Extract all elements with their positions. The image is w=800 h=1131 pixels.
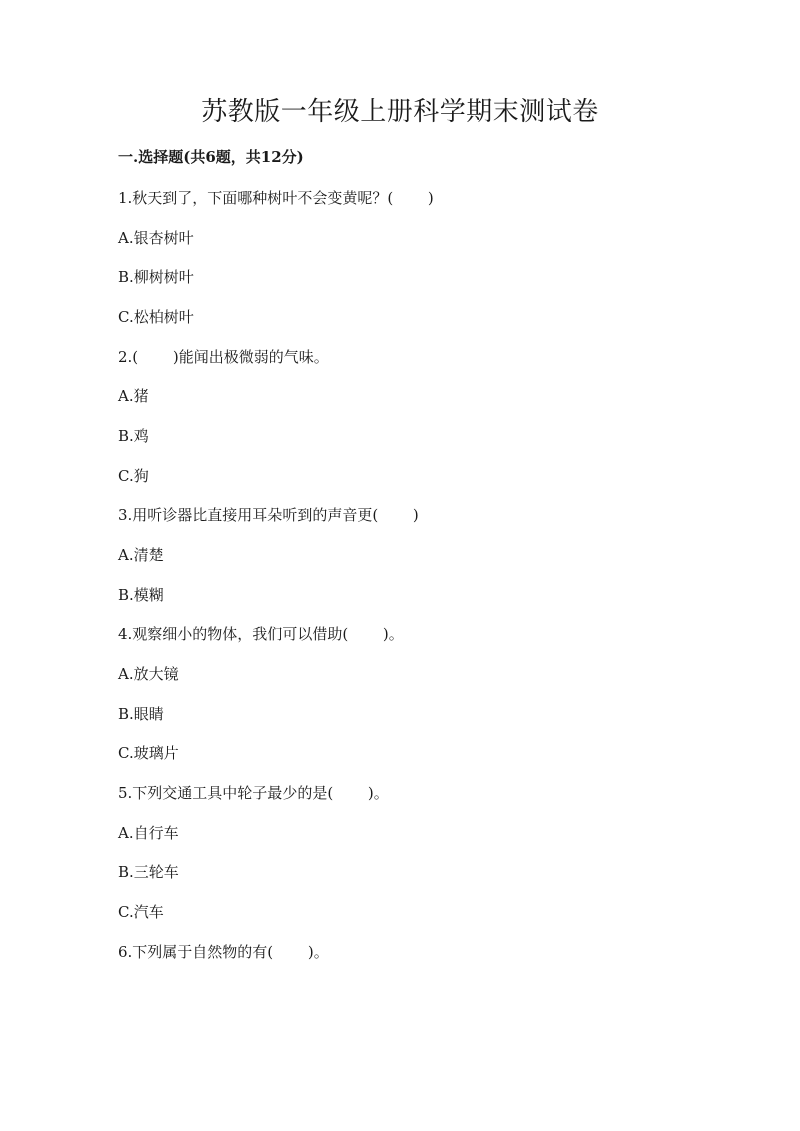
question-5-stem: 5.下列交通工具中轮子最少的是( )。 bbox=[118, 784, 389, 802]
question-1-option-c: C.松柏树叶 bbox=[118, 308, 194, 326]
question-1-option-b: B.柳树树叶 bbox=[118, 268, 194, 286]
question-5-option-b: B.三轮车 bbox=[118, 863, 179, 881]
question-2-stem: 2.( )能闻出极微弱的气味。 bbox=[118, 348, 329, 366]
question-3-option-a: A.清楚 bbox=[118, 546, 164, 564]
page-title: 苏教版一年级上册科学期末测试卷 bbox=[201, 97, 599, 127]
question-2-option-c: C.狗 bbox=[118, 467, 149, 485]
question-1-option-a: A.银杏树叶 bbox=[118, 229, 194, 247]
section-heading: 一.选择题(共6题，共12分) bbox=[118, 148, 304, 166]
question-4-option-b: B.眼睛 bbox=[118, 705, 164, 723]
question-2-option-b: B.鸡 bbox=[118, 427, 149, 445]
question-6-stem: 6.下列属于自然物的有( )。 bbox=[118, 943, 329, 961]
question-5-option-a: A.自行车 bbox=[118, 824, 179, 842]
question-3-stem: 3.用听诊器比直接用耳朵听到的声音更( ) bbox=[118, 506, 419, 524]
question-4-option-c: C.玻璃片 bbox=[118, 744, 179, 762]
question-1-stem: 1.秋天到了，下面哪种树叶不会变黄呢？( ) bbox=[118, 189, 434, 207]
question-5-option-c: C.汽车 bbox=[118, 903, 164, 921]
question-4-option-a: A.放大镜 bbox=[118, 665, 179, 683]
question-4-stem: 4.观察细小的物体，我们可以借助( )。 bbox=[118, 625, 404, 643]
question-3-option-b: B.模糊 bbox=[118, 586, 164, 604]
question-2-option-a: A.猪 bbox=[118, 387, 149, 405]
